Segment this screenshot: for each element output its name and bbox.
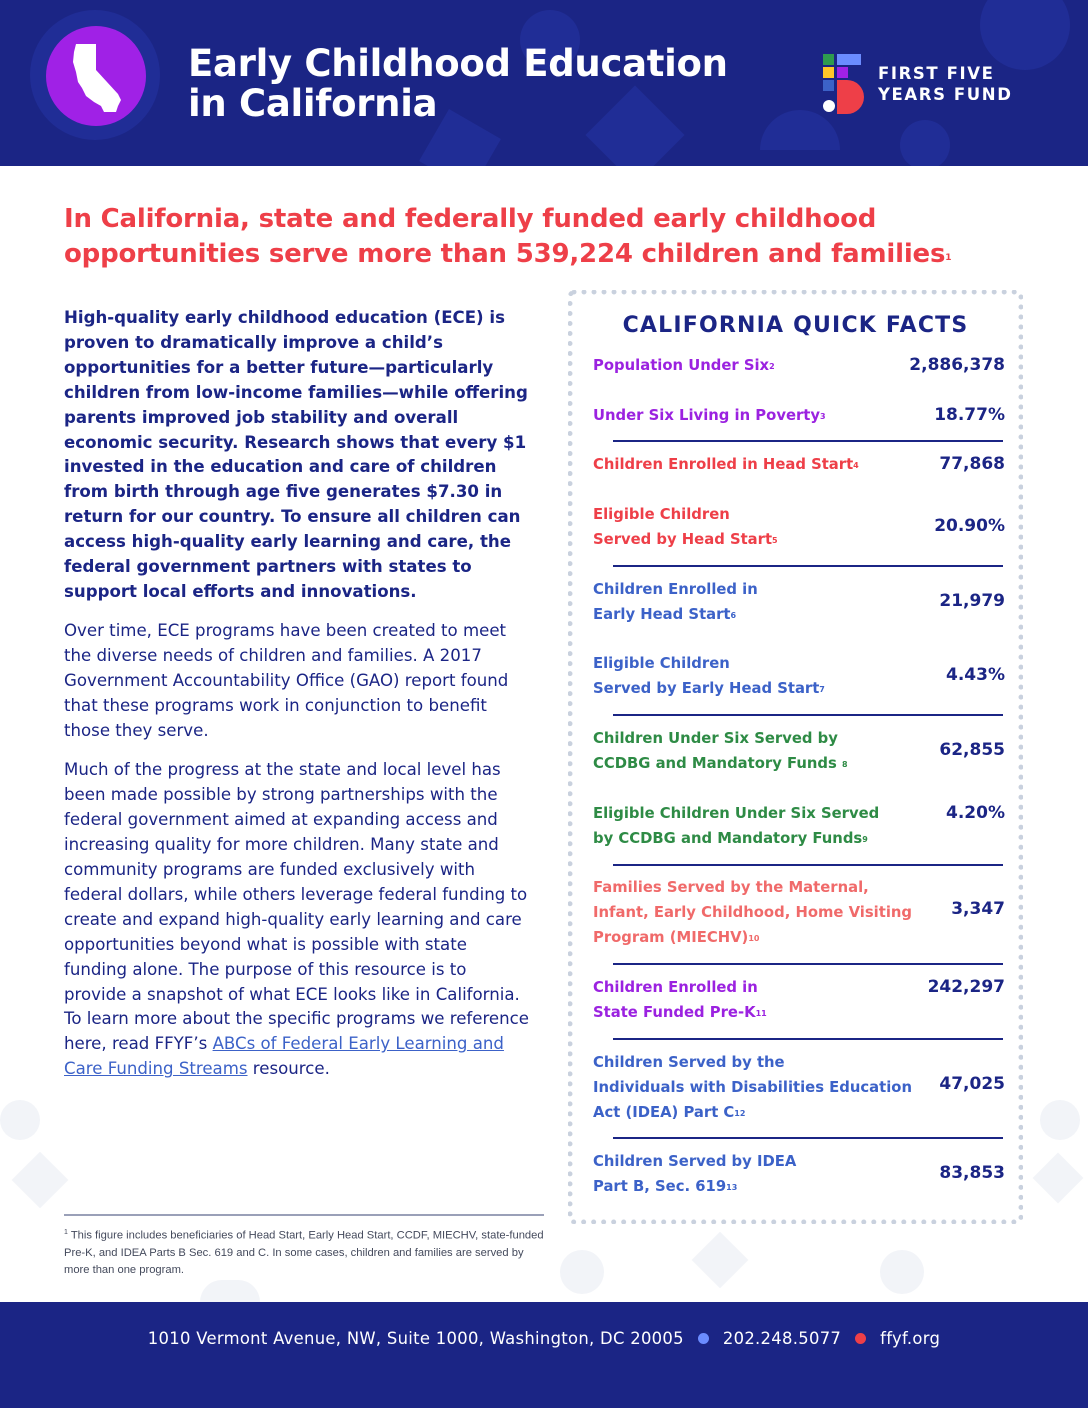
header-banner xyxy=(0,0,1088,166)
intro-paragraph: High-quality early childhood education (ECE) is proven to dramatically improve a child’s opportunities for a better future—particularly children from low-income families—while offering parents improved job stability and overall economic security. Research shows that every $1 invested in the education and care of children from birth through age five generates $7.30 in return for our country. To ensure all children can access high-quality early learning and care, the federal government partners with states to support local efforts and innovations. xyxy=(64,308,528,601)
quick-fact-label-line: Population Under Six$^2$ xyxy=(593,357,775,374)
quick-fact-label-line: Served by Early Head Start$^7$ xyxy=(593,680,825,697)
footnote xyxy=(64,1224,550,1279)
headline-footnote-ref: 1 xyxy=(945,253,952,263)
paragraph-3-end: resource. xyxy=(247,1059,330,1079)
quick-fact-label-line: Children Served by the xyxy=(593,1054,785,1071)
footer-contact xyxy=(0,1329,1088,1348)
quick-fact-label-line: Act (IDEA) Part $C^{12}$ xyxy=(593,1104,746,1121)
quick-fact-footnote-ref: 11 xyxy=(755,1009,767,1018)
quick-fact-label xyxy=(593,403,923,428)
body-text xyxy=(64,306,534,1097)
quick-fact-label-line: Eligible Children xyxy=(593,655,730,672)
quick-fact-label xyxy=(593,726,923,776)
headline-line-2 xyxy=(64,237,1024,272)
footer-website[interactable]: ffyf.org xyxy=(880,1329,941,1348)
quick-fact-label-line: State Funded Pre-$K^{11}$ xyxy=(593,1004,767,1021)
paragraph-2: Over time, ECE programs have been created to meet the diverse needs of children and families. A 2017 Government Accountability Office (GAO) report found that these programs work in conjunction to benefit those they serve. xyxy=(64,620,509,740)
quick-fact-footnote-ref: 10 xyxy=(748,934,760,943)
quick-fact-value: 3,347 xyxy=(951,899,1005,919)
quick-fact-divider xyxy=(613,963,1003,965)
decor-shape xyxy=(880,1250,924,1294)
quick-fact-value: 62,855 xyxy=(939,740,1005,760)
abcs-funding-streams-link[interactable]: ABCs of Federal Early Learning and Care Funding Streams xyxy=(64,1034,504,1079)
quick-fact-footnote-ref: 7 xyxy=(819,685,825,694)
decor-shape xyxy=(200,1280,260,1302)
quick-fact-value: 20.90% xyxy=(934,516,1005,536)
headline-line-2-text: opportunities serve more than 539,224 children and families xyxy=(64,239,946,269)
quick-fact-label-line: Eligible Children xyxy=(593,506,730,523)
logo-text xyxy=(878,63,1013,105)
quick-fact-divider xyxy=(613,440,1003,442)
decor-shape xyxy=(692,1232,749,1289)
quick-fact-label-line: Children Enrolled in Head Start$^4$ xyxy=(593,456,859,473)
quick-fact-footnote-ref: 12 xyxy=(734,1109,746,1118)
logo-line-1: FIRST FIVE xyxy=(878,64,995,83)
quick-fact-label-line: CCDBG and Mandatory Funds $^8$ xyxy=(593,755,848,772)
logo-line-2: YEARS FUND xyxy=(878,85,1013,104)
quick-fact-label-line: Part B, Sec. $619^{13}$ xyxy=(593,1178,738,1195)
quick-fact-footnote-ref: 4 xyxy=(853,461,859,470)
decor-shape xyxy=(1033,1153,1084,1204)
quick-fact-label xyxy=(593,353,923,378)
quick-fact-divider xyxy=(613,1038,1003,1040)
california-state-icon xyxy=(46,26,146,126)
quick-fact-label xyxy=(593,1050,923,1125)
quick-fact-label-line: Families Served by the Maternal, xyxy=(593,879,869,896)
quick-fact-value: 77,868 xyxy=(939,454,1005,474)
title-line-2: in California xyxy=(188,82,438,125)
quick-fact-value: 4.43% xyxy=(946,665,1005,685)
footnote-text: This figure includes beneficiaries of Head Start, Early Head Start, CCDF, MIECHV, state-funded Pre-K, and IDEA Parts B Sec. 619 and C. In some cases, children and families are served by more than one program. xyxy=(64,1229,544,1276)
quick-fact-label-line: Eligible Children Under Six Served xyxy=(593,805,880,822)
quick-fact-footnote-ref: 8 xyxy=(841,760,848,769)
quick-fact-footnote-ref: 6 xyxy=(730,611,737,620)
quick-fact-value: 18.77% xyxy=(934,405,1005,425)
decor-shape xyxy=(0,1100,40,1140)
quick-fact-label xyxy=(593,452,923,477)
state-badge xyxy=(46,26,146,126)
quick-fact-label-line: Served by Head Start$^5$ xyxy=(593,531,778,548)
quick-fact-label xyxy=(593,577,923,627)
quick-fact-footnote-ref: 13 xyxy=(726,1183,738,1192)
decor-shape xyxy=(12,1152,69,1209)
quick-fact-label-line: by CCDBG and Mandatory Funds$^9$ xyxy=(593,830,868,847)
quick-fact-label-line: Program (MIECHV)$^{10}$ xyxy=(593,929,760,946)
decor-shape xyxy=(1040,1100,1080,1140)
footer xyxy=(0,1302,1088,1408)
paragraph-3-text: Much of the progress at the state and local level has been made possible by strong partnerships with the federal government aimed at expanding access and increasing quality for more children. Many state and community programs are funded exclusively with federal dollars, while others leverage federal funding to create and expand high-quality early learning and care opportunities beyond what is possible with state funding alone. The purpose of this resource is to provide a snapshot of what ECE looks like in California. To learn more about the specific programs we reference here, read FFYF’s xyxy=(64,760,529,1054)
footer-address: 1010 Vermont Avenue, NW, Suite 1000, Washington, DC 20005 xyxy=(147,1329,684,1348)
footnote-divider xyxy=(64,1214,544,1216)
quick-fact-label-line: Infant, Early Childhood, Home Visiting xyxy=(593,904,913,921)
bullet-dot-icon xyxy=(855,1333,866,1344)
quick-fact-label-line: Children Enrolled in xyxy=(593,581,758,598)
quick-fact-footnote-ref: 5 xyxy=(772,536,778,545)
quick-fact-value: 242,297 xyxy=(927,977,1005,997)
quick-fact-value: 47,025 xyxy=(939,1074,1005,1094)
quick-fact-label xyxy=(593,975,923,1025)
quick-fact-label xyxy=(593,502,923,552)
quick-fact-divider xyxy=(613,714,1003,716)
ffyf-logo xyxy=(821,52,1041,116)
quick-facts-box xyxy=(568,290,1023,1224)
quick-fact-label-line: Individuals with Disabilities Education xyxy=(593,1079,912,1096)
quick-fact-label xyxy=(593,1149,923,1199)
decor-circle xyxy=(900,120,950,166)
quick-fact-divider xyxy=(613,864,1003,866)
quick-fact-footnote-ref: 9 xyxy=(862,835,868,844)
footer-phone: 202.248.5077 xyxy=(722,1329,842,1348)
quick-fact-label-line: Early Head Start$^6$ xyxy=(593,606,737,623)
headline xyxy=(64,202,1024,272)
footnote-number: 1 xyxy=(64,1229,68,1236)
quick-fact-divider xyxy=(613,1137,1003,1139)
quick-fact-footnote-ref: 2 xyxy=(769,362,775,371)
quick-fact-label-line: Under Six Living in Poverty$^3$ xyxy=(593,407,826,424)
quick-fact-value: 83,853 xyxy=(939,1163,1005,1183)
bullet-dot-icon xyxy=(698,1333,709,1344)
quick-fact-label xyxy=(593,801,923,851)
quick-fact-label-line: Children Under Six Served by xyxy=(593,730,838,747)
logo-mark-icon xyxy=(821,52,865,116)
quick-fact-footnote-ref: 3 xyxy=(820,412,826,421)
quick-fact-value: 21,979 xyxy=(939,591,1005,611)
headline-line-1: In California, state and federally funded early childhood xyxy=(64,204,877,234)
quick-facts-title: CALIFORNIA QUICK FACTS xyxy=(622,313,969,338)
quick-fact-label-line: Children Served by IDEA xyxy=(593,1153,797,1170)
quick-fact-value: 4.20% xyxy=(946,803,1005,823)
quick-fact-divider xyxy=(613,565,1003,567)
quick-fact-label xyxy=(593,651,923,701)
title-line-1: Early Childhood Education xyxy=(188,42,728,85)
quick-fact-label-line: Children Enrolled in xyxy=(593,979,758,996)
quick-fact-value: 2,886,378 xyxy=(909,355,1005,375)
page-title xyxy=(188,44,788,124)
paragraph-3 xyxy=(64,758,534,1082)
quick-fact-label xyxy=(593,875,923,950)
decor-shape xyxy=(560,1250,604,1294)
